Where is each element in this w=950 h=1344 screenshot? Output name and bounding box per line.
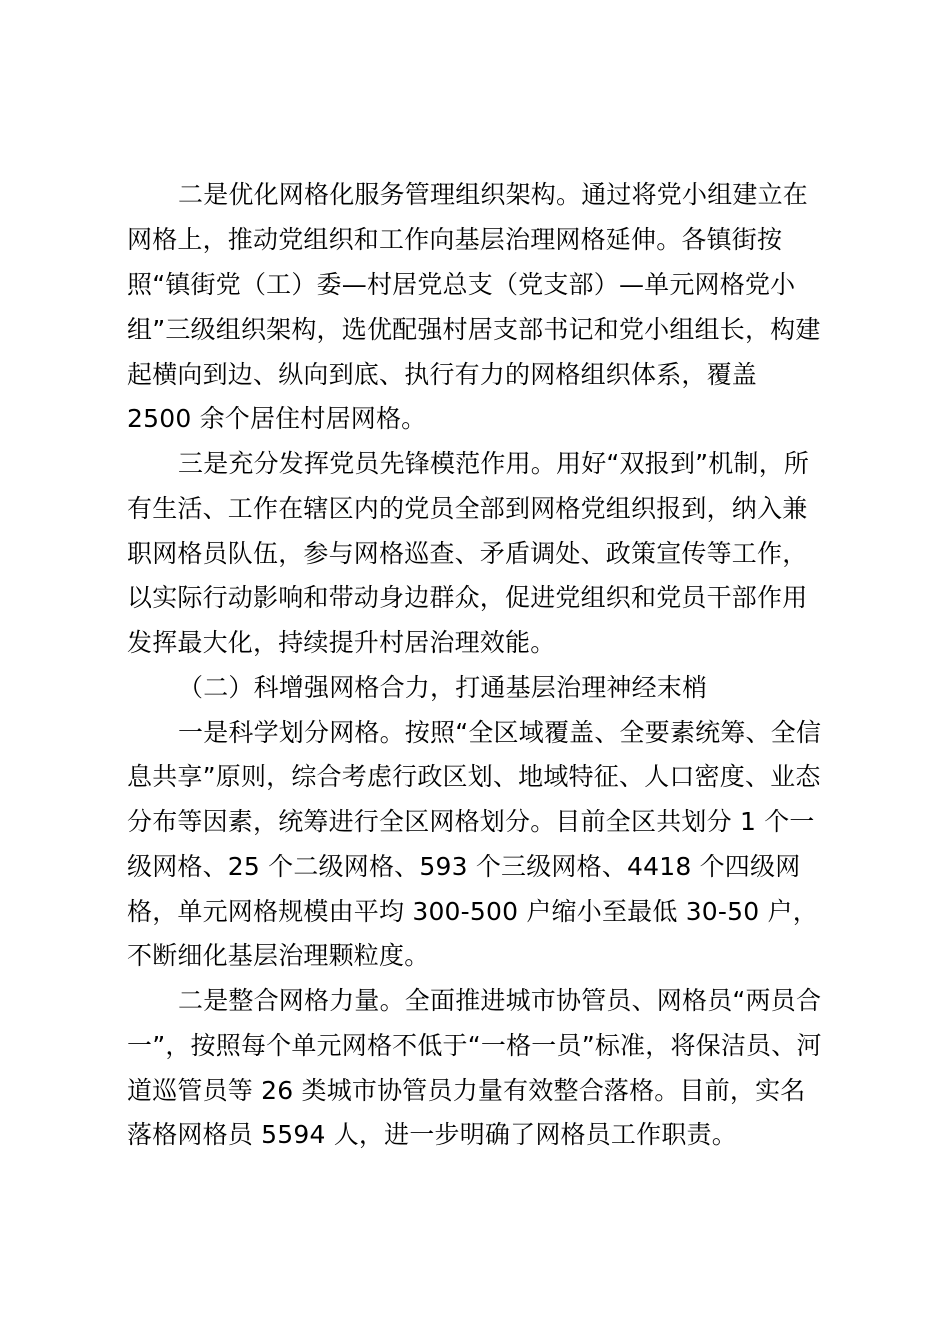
paragraph-line: 组”三级组织架构，选优配强村居支部书记和党小组组长，构建: [127, 315, 821, 344]
paragraph-line: 息共享”原则，综合考虑行政区划、地域特征、人口密度、业态: [127, 762, 821, 791]
paragraph-line: 三是充分发挥党员先锋模范作用。用好“双报到”机制，所: [178, 449, 810, 478]
paragraph-line: 二是优化网格化服务管理组织架构。通过将党小组建立在: [178, 180, 809, 209]
paragraph-line: 网格上，推动党组织和工作向基层治理网格延伸。各镇街按: [127, 225, 783, 254]
paragraph-line: 分布等因素，统筹进行全区网格划分。目前全区共划分 1 个一: [127, 807, 815, 836]
paragraph-line: 级网格、25 个二级网格、593 个三级网格、4418 个四级网: [127, 852, 801, 881]
paragraph-line: 落格网格员 5594 人，进一步明确了网格员工作职责。: [127, 1120, 737, 1149]
paragraph-line: 格，单元网格规模由平均 300-500 户缩小至最低 30-50 户，: [127, 897, 818, 926]
paragraph-line: 一”，按照每个单元网格不低于“一格一员”标准，将保洁员、河: [127, 1031, 822, 1060]
paragraph-line: 有生活、工作在辖区内的党员全部到网格党组织报到，纳入兼: [127, 494, 808, 523]
paragraph-line: 以实际行动影响和带动身边群众，促进党组织和党员干部作用: [127, 583, 808, 612]
paragraph-line: 一是科学划分网格。按照“全区域覆盖、全要素统筹、全信: [178, 718, 822, 747]
paragraph-line: 2500 余个居住村居网格。: [127, 404, 427, 433]
paragraph-line: 二是整合网格力量。全面推进城市协管员、网格员“两员合: [178, 986, 822, 1015]
paragraph-line: 职网格员队伍，参与网格巡查、矛盾调处、政策宣传等工作，: [127, 539, 808, 568]
paragraph-line: 不断细化基层治理颗粒度。: [127, 941, 430, 970]
paragraph-line: 发挥最大化，持续提升村居治理效能。: [127, 628, 556, 657]
paragraph-line: 起横向到边、纵向到底、执行有力的网格组织体系，覆盖: [127, 360, 758, 389]
paragraph-line: 道巡管员等 26 类城市协管员力量有效整合落格。目前，实名: [127, 1076, 806, 1105]
paragraph-line: 照“镇街党（工）委—村居党总支（党支部）—单元网格党小: [127, 270, 796, 299]
section-heading: （二）科增强网格合力，打通基层治理神经末梢: [178, 673, 708, 702]
